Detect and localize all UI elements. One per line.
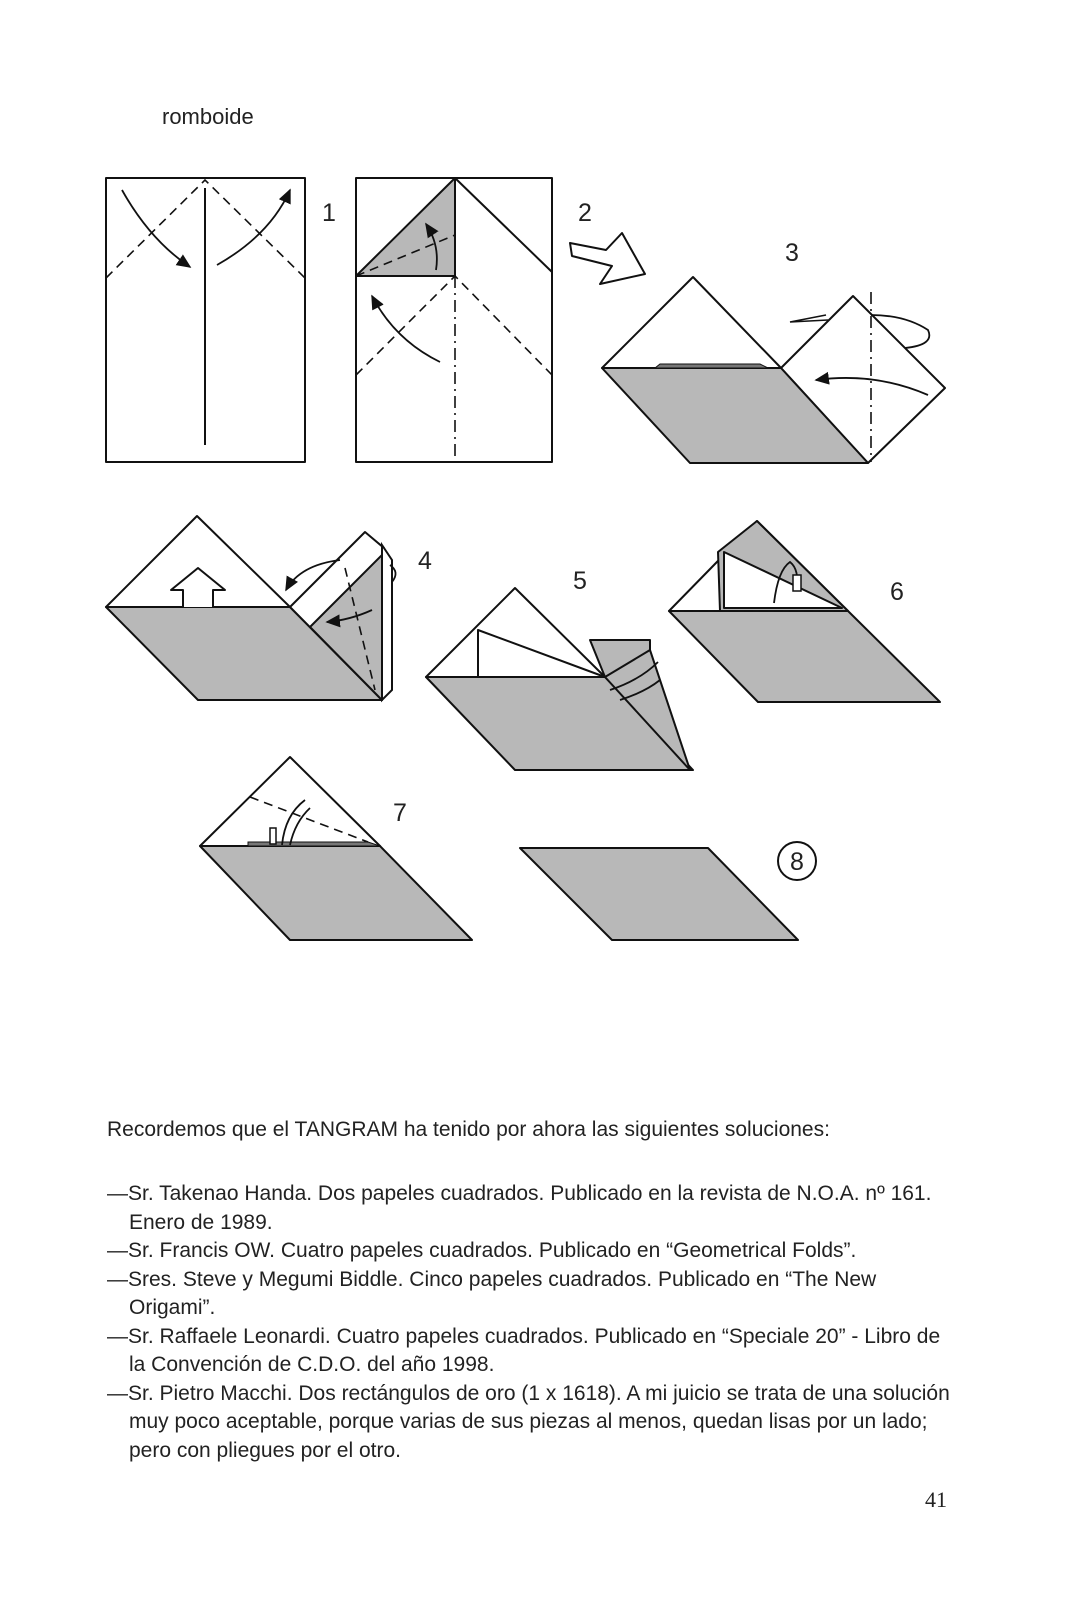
step-number: 2 [578,199,592,227]
step-number: 5 [573,567,587,595]
page-number: 41 [925,1487,947,1512]
step-1-diagram [106,178,305,462]
intro-text: Recordemos que el TANGRAM ha tenido por ahora las siguientes soluciones: [107,1118,830,1141]
list-item: —Sr. Takenao Handa. Dos papeles cuadrados. Publicado en la revista de N.O.A. nº 161. Enero de 1989. [107,1182,932,1234]
step-6-diagram [669,521,940,702]
step-4-diagram [106,516,396,700]
list-item: —Sres. Steve y Megumi Biddle. Cinco papeles cuadrados. Publicado en “The New Origami”. [107,1267,877,1319]
step-number: 6 [890,578,904,606]
step-5-diagram [426,588,693,770]
step-7-diagram [200,757,472,940]
step-number: 1 [322,199,336,227]
list-item: —Sr. Francis OW. Cuatro papeles cuadrados. Publicado en “Geometrical Folds”. [107,1239,857,1262]
step-number: 8 [790,848,804,876]
list-item: —Sr. Raffaele Leonardi. Cuatro papeles cuadrados. Publicado en “Speciale 20” - Libro de la Convención de C.D.O. del año 1998. [107,1324,941,1376]
next-arrow-icon [570,233,645,284]
solutions-list [107,1180,957,1465]
step-number: 3 [785,239,799,267]
step-2-diagram [356,178,552,462]
step-number: 7 [393,799,407,827]
step-number: 4 [418,547,432,575]
step-3-diagram [602,277,945,463]
list-item: —Sr. Pietro Macchi. Dos rectángulos de oro (1 x 1618). A mi juicio se trata de una solución muy poco aceptable, porque varias de sus piezas al menos, quedan lisas por un lado; pero con pliegues por el otro. [107,1381,950,1462]
section-title: romboide [162,104,254,129]
step-8-diagram [520,848,798,940]
